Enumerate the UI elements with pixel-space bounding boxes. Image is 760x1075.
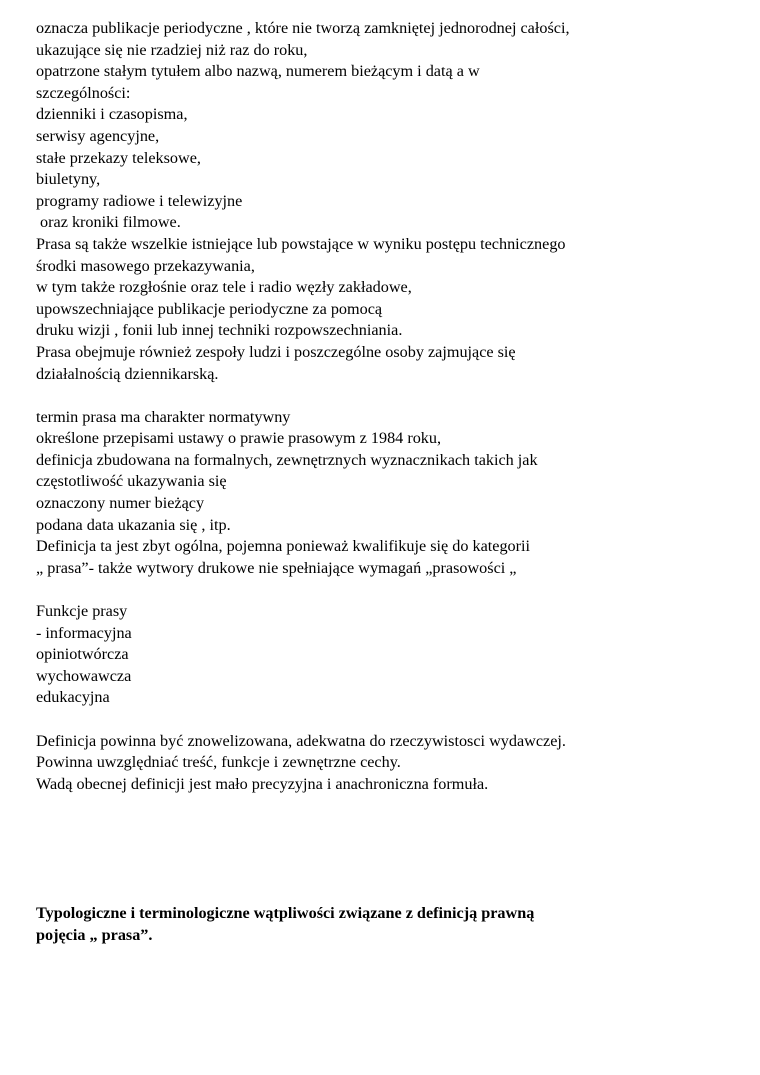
- functions-title: Funkcje prasy: [36, 602, 128, 621]
- paragraph-normative-term: [36, 407, 736, 580]
- list-item: edukacyjna: [36, 688, 110, 707]
- text-line: Powinna uwzględniać treść, funkcje i zewnętrzne cechy.: [36, 753, 401, 772]
- paragraph-definition: [36, 18, 736, 385]
- text-line: dzienniki i czasopisma,: [36, 105, 188, 124]
- text-line: termin prasa ma charakter normatywny: [36, 407, 291, 426]
- text-line: Definicja ta jest zbyt ogólna, pojemna ponieważ kwalifikuje się do kategorii: [36, 537, 531, 556]
- text-line: „ prasa”- także wytwory drukowe nie spełniające wymagań „prasowości „: [36, 558, 517, 577]
- text-line: serwisy agencyjne,: [36, 126, 160, 145]
- document-page: [36, 18, 736, 947]
- text-line: częstotliwość ukazywania się: [36, 472, 227, 491]
- text-line: biuletyny,: [36, 170, 101, 189]
- paragraph-amendment: [36, 731, 736, 796]
- text-line: podana data ukazania się , itp.: [36, 515, 231, 534]
- text-line: Prasa są także wszelkie istniejące lub powstające w wyniku postępu technicznego: [36, 234, 566, 253]
- text-line: oznaczony numer bieżący: [36, 494, 205, 513]
- text-line: upowszechniające publikacje periodyczne za pomocą: [36, 299, 383, 318]
- text-line: środki masowego przekazywania,: [36, 256, 255, 275]
- text-line: określone przepisami ustawy o prawie prasowym z 1984 roku,: [36, 429, 442, 448]
- list-item: wychowawcza: [36, 666, 132, 685]
- blank-line: [36, 709, 736, 731]
- heading-line: pojęcia „ prasa”.: [36, 925, 153, 944]
- blank-line: [36, 579, 736, 601]
- text-line: w tym także rozgłośnie oraz tele i radio węzły zakładowe,: [36, 278, 412, 297]
- heading-line: Typologiczne i terminologiczne wątpliwości związane z definicją prawną: [36, 904, 535, 923]
- text-line: definicja zbudowana na formalnych, zewnętrznych wyznacznikach takich jak: [36, 450, 538, 469]
- text-line: oraz kroniki filmowe.: [36, 213, 181, 232]
- list-item: opiniotwórcza: [36, 645, 129, 664]
- vertical-gap: [36, 795, 736, 903]
- blank-line: [36, 385, 736, 407]
- text-line: oznacza publikacje periodyczne , które nie tworzą zamkniętej jednorodnej całości,: [36, 19, 570, 37]
- functions-list: [36, 601, 736, 709]
- text-line: ukazujące się nie rzadziej niż raz do roku,: [36, 40, 308, 59]
- text-line: szczególności:: [36, 83, 131, 102]
- text-line: programy radiowe i telewizyjne: [36, 191, 243, 210]
- text-line: Definicja powinna być znowelizowana, adekwatna do rzeczywistosci wydawczej.: [36, 731, 566, 750]
- text-line: działalnością dziennikarską.: [36, 364, 219, 383]
- text-line: Prasa obejmuje również zespoły ludzi i poszczególne osoby zajmujące się: [36, 342, 516, 361]
- text-line: opatrzone stałym tytułem albo nazwą, numerem bieżącym i datą a w: [36, 62, 480, 81]
- text-line: Wadą obecnej definicji jest mało precyzyjna i anachroniczna formuła.: [36, 774, 489, 793]
- text-line: stałe przekazy teleksowe,: [36, 148, 201, 167]
- text-line: druku wizji , fonii lub innej techniki rozpowszechniania.: [36, 321, 403, 340]
- section-heading: [36, 903, 736, 946]
- list-item: - informacyjna: [36, 623, 132, 642]
